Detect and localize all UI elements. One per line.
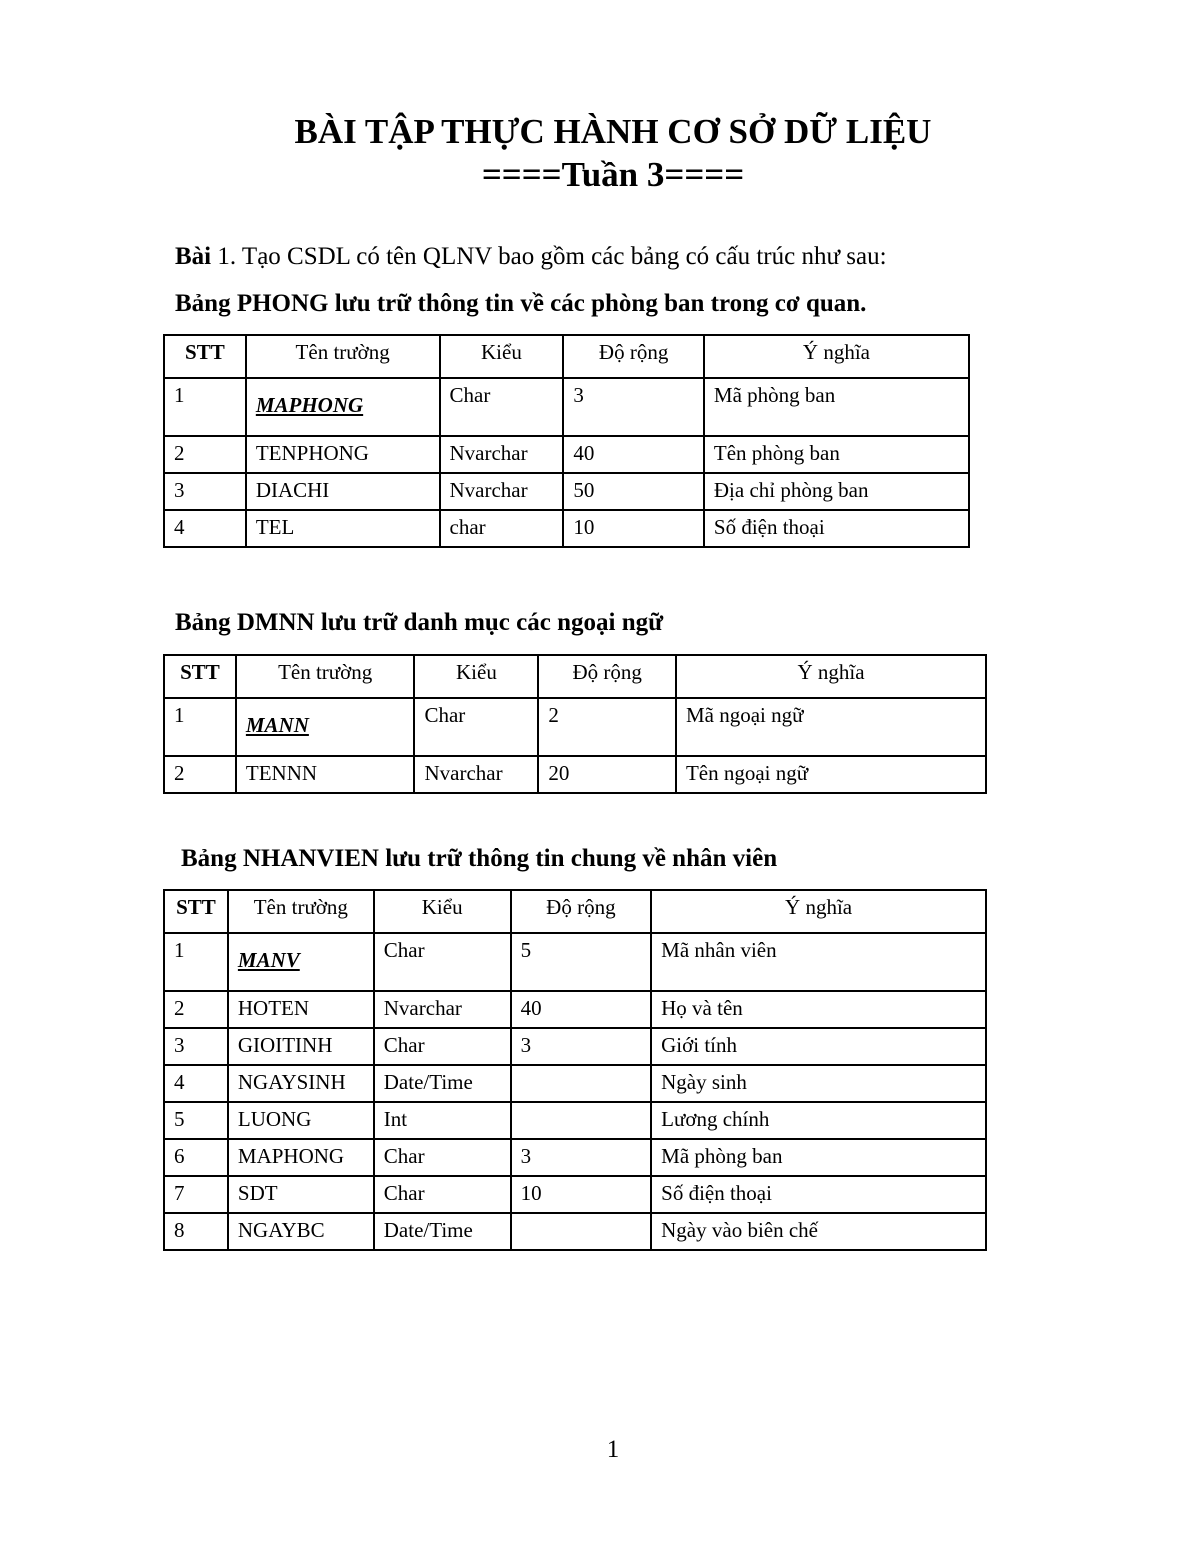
cell-meaning: Địa chỉ phòng ban: [704, 473, 969, 510]
header-type: Kiểu: [374, 890, 511, 933]
cell-type: Char: [440, 378, 564, 436]
exercise-text: [175, 243, 887, 271]
header-width: Độ rộng: [563, 335, 704, 378]
page-number: 1: [606, 1436, 620, 1463]
cell-type: Char: [374, 1028, 511, 1065]
table-row: [164, 473, 969, 510]
cell-type: Date/Time: [374, 1065, 511, 1102]
table-row: [164, 1065, 986, 1102]
cell-type: Date/Time: [374, 1213, 511, 1250]
cell-stt: 6: [164, 1139, 228, 1176]
cell-field: TENPHONG: [246, 436, 440, 473]
cell-meaning: Mã nhân viên: [651, 933, 986, 991]
cell-meaning: Giới tính: [651, 1028, 986, 1065]
phong-table: [163, 334, 970, 548]
cell-stt: 8: [164, 1213, 228, 1250]
cell-meaning: Tên ngoại ngữ: [676, 756, 986, 793]
exercise-description: 1. Tạo CSDL có tên QLNV bao gồm các bảng có cấu trúc như sau:: [211, 243, 887, 270]
cell-field: [236, 698, 415, 756]
table-row: [164, 1213, 986, 1250]
cell-width: 10: [563, 510, 704, 547]
document-subtitle: ====Tuần 3====: [481, 155, 745, 194]
phong-table-heading: Bảng PHONG lưu trữ thông tin về các phòng ban trong cơ quan.: [175, 290, 867, 317]
cell-meaning: Tên phòng ban: [704, 436, 969, 473]
cell-width: 2: [538, 698, 676, 756]
cell-stt: 1: [164, 378, 246, 436]
cell-type: Nvarchar: [374, 991, 511, 1028]
header-stt: STT: [164, 655, 236, 698]
cell-type: Nvarchar: [414, 756, 538, 793]
cell-type: Char: [374, 933, 511, 991]
cell-field: MAPHONG: [228, 1139, 374, 1176]
table-row: [164, 756, 986, 793]
table-row: [164, 1028, 986, 1065]
cell-width: 3: [563, 378, 704, 436]
header-meaning: Ý nghĩa: [704, 335, 969, 378]
header-type: Kiểu: [414, 655, 538, 698]
cell-stt: 7: [164, 1176, 228, 1213]
table-header-row: [164, 890, 986, 933]
primary-key-field: MANV: [237, 948, 300, 972]
cell-field: NGAYBC: [228, 1213, 374, 1250]
cell-meaning: Lương chính: [651, 1102, 986, 1139]
cell-meaning: Mã ngoại ngữ: [676, 698, 986, 756]
cell-stt: 5: [164, 1102, 228, 1139]
table-header-row: [164, 655, 986, 698]
header-field-name: Tên trường: [246, 335, 440, 378]
header-field-name: Tên trường: [236, 655, 415, 698]
cell-stt: 3: [164, 473, 246, 510]
cell-width: 40: [511, 991, 652, 1028]
document-title: BÀI TẬP THỰC HÀNH CƠ SỞ DỮ LIỆU: [294, 112, 932, 151]
cell-field: DIACHI: [246, 473, 440, 510]
cell-width: 3: [511, 1139, 652, 1176]
header-width: Độ rộng: [538, 655, 676, 698]
cell-field: SDT: [228, 1176, 374, 1213]
cell-width: 40: [563, 436, 704, 473]
cell-field: LUONG: [228, 1102, 374, 1139]
cell-meaning: Ngày vào biên chế: [651, 1213, 986, 1250]
cell-stt: 2: [164, 991, 228, 1028]
table-row: [164, 378, 969, 436]
header-field-name: Tên trường: [228, 890, 374, 933]
cell-width: [511, 1065, 652, 1102]
nhanvien-table: [163, 889, 987, 1251]
cell-field: TEL: [246, 510, 440, 547]
primary-key-field: MAPHONG: [255, 393, 364, 417]
table-row: [164, 698, 986, 756]
header-meaning: Ý nghĩa: [676, 655, 986, 698]
cell-type: Char: [374, 1176, 511, 1213]
cell-field: HOTEN: [228, 991, 374, 1028]
cell-width: 10: [511, 1176, 652, 1213]
cell-stt: 4: [164, 510, 246, 547]
table-row: [164, 510, 969, 547]
table-header-row: [164, 335, 969, 378]
cell-meaning: Họ và tên: [651, 991, 986, 1028]
cell-meaning: Số điện thoại: [651, 1176, 986, 1213]
table-row: [164, 991, 986, 1028]
header-stt: STT: [164, 335, 246, 378]
cell-width: 20: [538, 756, 676, 793]
table-row: [164, 1176, 986, 1213]
cell-width: 50: [563, 473, 704, 510]
cell-stt: 1: [164, 933, 228, 991]
dmnn-table: [163, 654, 987, 794]
cell-width: 5: [511, 933, 652, 991]
cell-type: char: [440, 510, 564, 547]
cell-width: [511, 1213, 652, 1250]
header-meaning: Ý nghĩa: [651, 890, 986, 933]
cell-meaning: Số điện thoại: [704, 510, 969, 547]
cell-meaning: Mã phòng ban: [704, 378, 969, 436]
primary-key-field: MANN: [245, 713, 309, 737]
header-type: Kiểu: [440, 335, 564, 378]
cell-stt: 3: [164, 1028, 228, 1065]
exercise-label: Bài: [175, 243, 212, 270]
cell-field: [228, 933, 374, 991]
cell-stt: 2: [164, 756, 236, 793]
table-row: [164, 436, 969, 473]
cell-stt: 4: [164, 1065, 228, 1102]
cell-field: [246, 378, 440, 436]
cell-meaning: Ngày sinh: [651, 1065, 986, 1102]
cell-type: Nvarchar: [440, 473, 564, 510]
cell-width: [511, 1102, 652, 1139]
cell-type: Char: [414, 698, 538, 756]
cell-type: Nvarchar: [440, 436, 564, 473]
header-stt: STT: [164, 890, 228, 933]
cell-type: Int: [374, 1102, 511, 1139]
cell-field: GIOITINH: [228, 1028, 374, 1065]
table-row: [164, 1139, 986, 1176]
cell-stt: 1: [164, 698, 236, 756]
nhanvien-table-heading: Bảng NHANVIEN lưu trữ thông tin chung về nhân viên: [181, 845, 778, 872]
header-width: Độ rộng: [511, 890, 652, 933]
cell-field: TENNN: [236, 756, 415, 793]
table-row: [164, 933, 986, 991]
cell-width: 3: [511, 1028, 652, 1065]
table-row: [164, 1102, 986, 1139]
cell-type: Char: [374, 1139, 511, 1176]
cell-meaning: Mã phòng ban: [651, 1139, 986, 1176]
dmnn-table-heading: Bảng DMNN lưu trữ danh mục các ngoại ngữ: [175, 609, 664, 636]
cell-field: NGAYSINH: [228, 1065, 374, 1102]
cell-stt: 2: [164, 436, 246, 473]
